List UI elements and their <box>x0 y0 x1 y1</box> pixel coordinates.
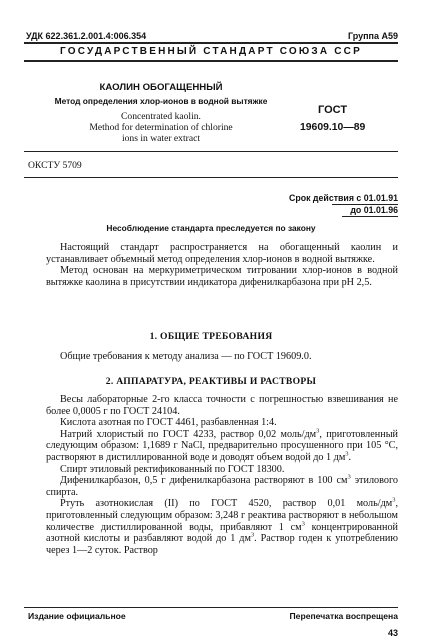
footer-reprint-prohibited: Перепечатка воспрещена <box>289 611 398 621</box>
title-en-2: Method for determination of chlorine <box>89 122 233 133</box>
gost-label: ГОСТ <box>318 104 348 116</box>
okstu-code: ОКСТУ 5709 <box>28 160 82 171</box>
intro-paragraph-2: Метод основан на меркуриметрическом титровании хлор-ионов в водной вытяжке каолина в присутствии индикатора дифенилкарбазона при рН 2,5. <box>46 265 398 288</box>
top-rule-2 <box>24 60 398 62</box>
group-code: Группа А59 <box>347 31 398 41</box>
section-2-paragraph-2: Кислота азотная по ГОСТ 4461, разбавленная 1:4. <box>60 417 277 429</box>
title-en-3: ions in water extract <box>121 133 201 144</box>
section-2-paragraph-4: Спирт этиловый ректификованный по ГОСТ 18300. <box>60 463 285 475</box>
section-1-text <box>46 351 398 363</box>
validity-end: до 01.01.96 <box>350 205 398 215</box>
section-2-paragraph-3: Натрий хлористый по ГОСТ 4233, раствор 0,02 моль/$дм^3$, приготовленный следующим образом: 1,1689 г NaCl, предварительно просушенного при 105 °С, растворяют в дистиллированной воде и доводят объем водой до 1 $дм^3$. <box>46 427 398 463</box>
title-rule <box>24 151 398 152</box>
validity-start: Срок действия с 01.01.91 <box>288 193 398 203</box>
udk-code: УДК 622.361.2.001.4:006.354 <box>26 31 147 41</box>
intro-paragraph-1: Настоящий стандарт распространяется на обогащенный каолин и устанавливает объемный метод определения хлор-ионов в водной вытяжке. <box>46 242 398 265</box>
section-2-heading: 2. АППАРАТУРА, РЕАКТИВЫ И РАСТВОРЫ <box>105 376 317 387</box>
gost-number: 19609.10—89 <box>300 122 366 133</box>
standard-banner: ГОСУДАРСТВЕННЫЙ СТАНДАРТ СОЮЗА ССР <box>60 46 362 57</box>
section-2-text <box>46 394 398 556</box>
footer-rule <box>24 607 398 608</box>
section-2-paragraph-1: Весы лабораторные 2-го класса точности с погрешностью взвешивания не более 0,0005 г по ГОСТ 24104. <box>46 394 398 417</box>
subtitle-ru: Метод определения хлор-ионов в водной вытяжке <box>54 96 268 106</box>
title-ru: КАОЛИН ОБОГАЩЕННЫЙ <box>99 82 223 93</box>
law-notice: Несоблюдение стандарта преследуется по закону <box>106 223 316 233</box>
section-1-heading: 1. ОБЩИЕ ТРЕБОВАНИЯ <box>149 331 273 342</box>
title-en-1: Concentrated kaolin. <box>121 111 201 122</box>
top-rule-1 <box>24 42 398 44</box>
section-2-paragraph-5: Дифенилкарбазон, 0,5 г дифенилкарбазона растворяют в 100 $см^3$ этилового спирта. <box>46 473 398 498</box>
section-2-paragraph-6: Ртуть азотнокислая (II) по ГОСТ 4520, раствор 0,01 моль/$дм^3$, приготовленный следующим образом: 3,248 г реактива растворяют в небольшом количестве дистиллированной воды, прибавляют 1 $см^3$ концентрированной азотной кислоты и разбавляют водой до 1 $дм^3$. Раствор годен к употреблению через 1—2 суток. Раствор <box>46 496 399 556</box>
section-1-paragraph: Общие требования к методу анализа — по ГОСТ 19609.0. <box>60 351 312 362</box>
intro-text <box>46 242 398 288</box>
validity-underline-2 <box>342 216 398 217</box>
footer-official-edition: Издание официальное <box>28 611 126 621</box>
okstu-rule <box>24 177 398 178</box>
page-number: 43 <box>387 628 398 638</box>
